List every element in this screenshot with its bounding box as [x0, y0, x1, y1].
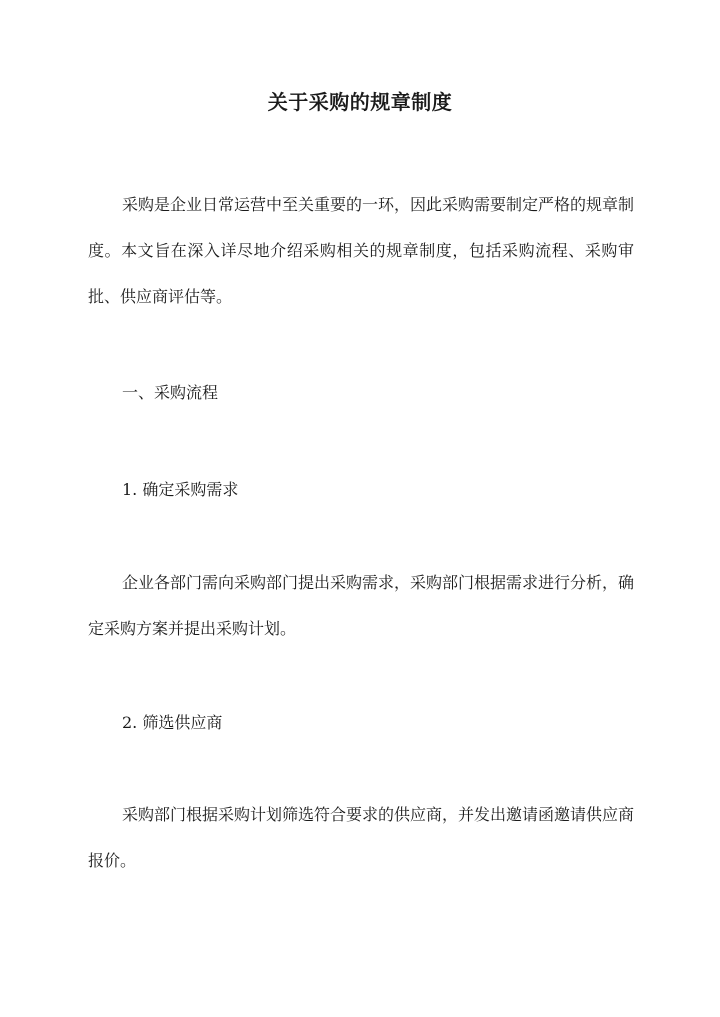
document-title: 关于采购的规章制度 [267, 90, 453, 114]
paragraph-determine-needs: 企业各部门需向采购部门提出采购需求，采购部门根据需求进行分析，确定采购方案并提出采购计划。 [88, 573, 635, 638]
subheading-determine-needs: 1. 确定采购需求 [122, 480, 239, 499]
paragraph-select-suppliers: 采购部门根据采购计划筛选符合要求的供应商，并发出邀请函邀请供应商报价。 [88, 805, 635, 870]
subheading-select-suppliers: 2. 筛选供应商 [122, 713, 223, 732]
intro-paragraph: 采购是企业日常运营中至关重要的一环，因此采购需要制定严格的规章制度。本文旨在深入详尽地介绍采购相关的规章制度，包括采购流程、采购审批、供应商评估等。 [88, 195, 635, 306]
section-heading-procurement-process: 一、采购流程 [122, 383, 219, 402]
